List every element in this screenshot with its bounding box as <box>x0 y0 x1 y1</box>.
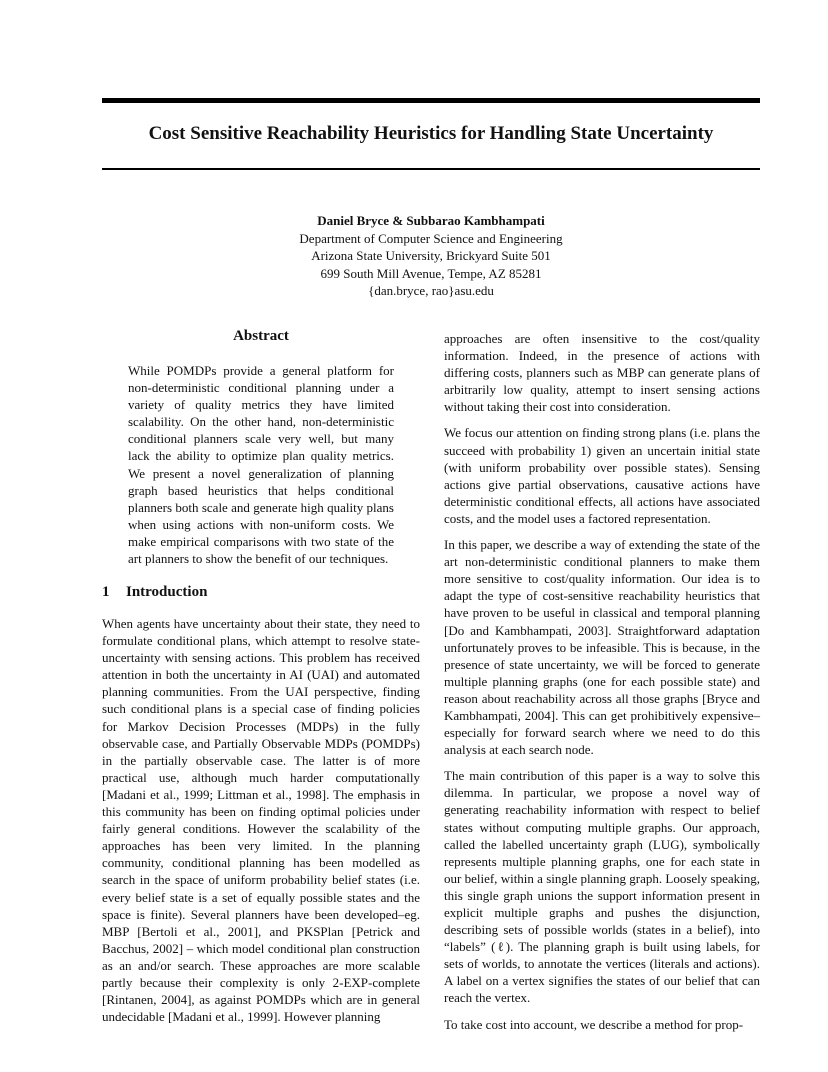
author-address: 699 South Mill Avenue, Tempe, AZ 85281 <box>320 265 542 281</box>
right-paragraph-3: In this paper, we describe a way of extending the state of the art non-deterministic conditional planners to make them more sensitive to cost/quality information. Our idea is to adapt the type of cost-sensitive reachability heuristics that have proven to be useful in classical and temporal planning [Do and Kambhampati, 2003]. Straightforward adaptation unfortunately proves to be infeasible. This is because, in the presence of state uncertainty, we will be forced to generate multiple planning graphs (one for each possible state) and reason about reachability across all those graphs [Bryce and Kambhampati, 2004]. This can get prohibitively expensive–especially for forward search where we need to do this analysis at each search node. <box>444 537 760 758</box>
abstract-body <box>128 362 394 567</box>
author-names: Daniel Bryce & Subbarao Kambhampati <box>317 213 545 228</box>
author-block <box>102 212 760 300</box>
author-university: Arizona State University, Brickyard Suite 501 <box>311 248 551 263</box>
paper-title: Cost Sensitive Reachability Heuristics for Handling State Uncertainty <box>148 123 714 144</box>
right-paragraph-2: We focus our attention on finding strong plans (i.e. plans the succeed with probability 1) given an uncertain initial state (with uniform probability over possible states). Sensing actions give partial observations, causative actions have deterministic conditional effects, all actions have associated costs, and the model uses a factored representation. <box>444 425 760 526</box>
section-number: 1 <box>102 584 110 600</box>
section-heading-introduction <box>102 584 207 601</box>
abstract-paragraph: While POMDPs provide a general platform for non-deterministic conditional planning under a variety of quality metrics they have limited scalability. On the other hand, non-deterministic conditional planners scale very well, but many lack the ability to optimize plan quality metrics. We present a novel generalization of planning graph based heuristics that helps conditional planners both scale and generate high quality plans when using actions with non-uniform costs. We make empirical comparisons with two state of the art planners to show the benefit of our techniques. <box>128 363 394 567</box>
author-department: Department of Computer Science and Engineering <box>299 230 563 246</box>
right-paragraph-5: To take cost into account, we describe a method for prop- <box>444 1016 744 1032</box>
introduction-body <box>102 615 420 1025</box>
abstract-heading: Abstract <box>233 328 289 344</box>
author-email: {dan.bryce, rao}asu.edu <box>368 283 494 298</box>
right-paragraph-4: The main contribution of this paper is a way to solve this dilemma. In particular, we propose a novel way of generating reachability information with respect to belief states without computing multiple graphs. Our approach, called the labelled uncertainty graph (LUG), symbolically represents multiple planning graphs, one for each state in our belief, within a single planning graph. Loosely speaking, this single graph unions the support information present in explicit multiple graphs and pushes the disjunction, describing sets of possible worlds (states in a belief), into “labels” (ℓ). The planning graph is built using labels, for sets of worlds, to annotate the vertices (literals and actions). A label on a vertex signifies the states of our belief that can reach the vertex. <box>444 768 760 1006</box>
right-column <box>444 330 760 1042</box>
introduction-paragraph-1: When agents have uncertainty about their state, they need to formulate conditional plans, which attempt to resolve state-uncertainty with sensing actions. This problem has received attention in both the uncertainty in AI (UAI) and automated planning communities. From the UAI perspective, finding such conditional plans is a special case of finding policies for Markov Decision Processes (MDPs) in the fully observable case, and Partially Observable MDPs (POMDPs) in the partially observable case. The latter is of more practical use, although much harder computationally [Madani et al., 1999; Littman et al., 1998]. The emphasis in this community has been on finding optimal policies under fairly general conditions. However the scalability of the approaches has been very limited. In the planning community, conditional planning has been modelled as search in the space of uniform probability belief states (i.e. every belief state is a set of equally possible states and the space is finite). Several planners have been developed–eg. MBP [Bertoli et al., 2001], and PKSPlan [Petrick and Bacchus, 2002] – which model conditional plan construction as an and/or search. These approaches are more scalable partly because their complexity is only 2-EXP-complete [Rintanen, 2004], as against POMDPs which are in general undecidable [Madani et al., 1999]. However planning <box>102 616 420 1025</box>
title-bottom-rule <box>102 168 760 170</box>
right-paragraph-1: approaches are often insensitive to the cost/quality information. Indeed, in the presence of actions with differing costs, planners such as MBP can generate plans of arbitrarily low quality, attempt to insert sensing actions without taking their cost into consideration. <box>444 331 760 415</box>
section-title: Introduction <box>126 584 208 600</box>
top-rule <box>102 98 760 103</box>
